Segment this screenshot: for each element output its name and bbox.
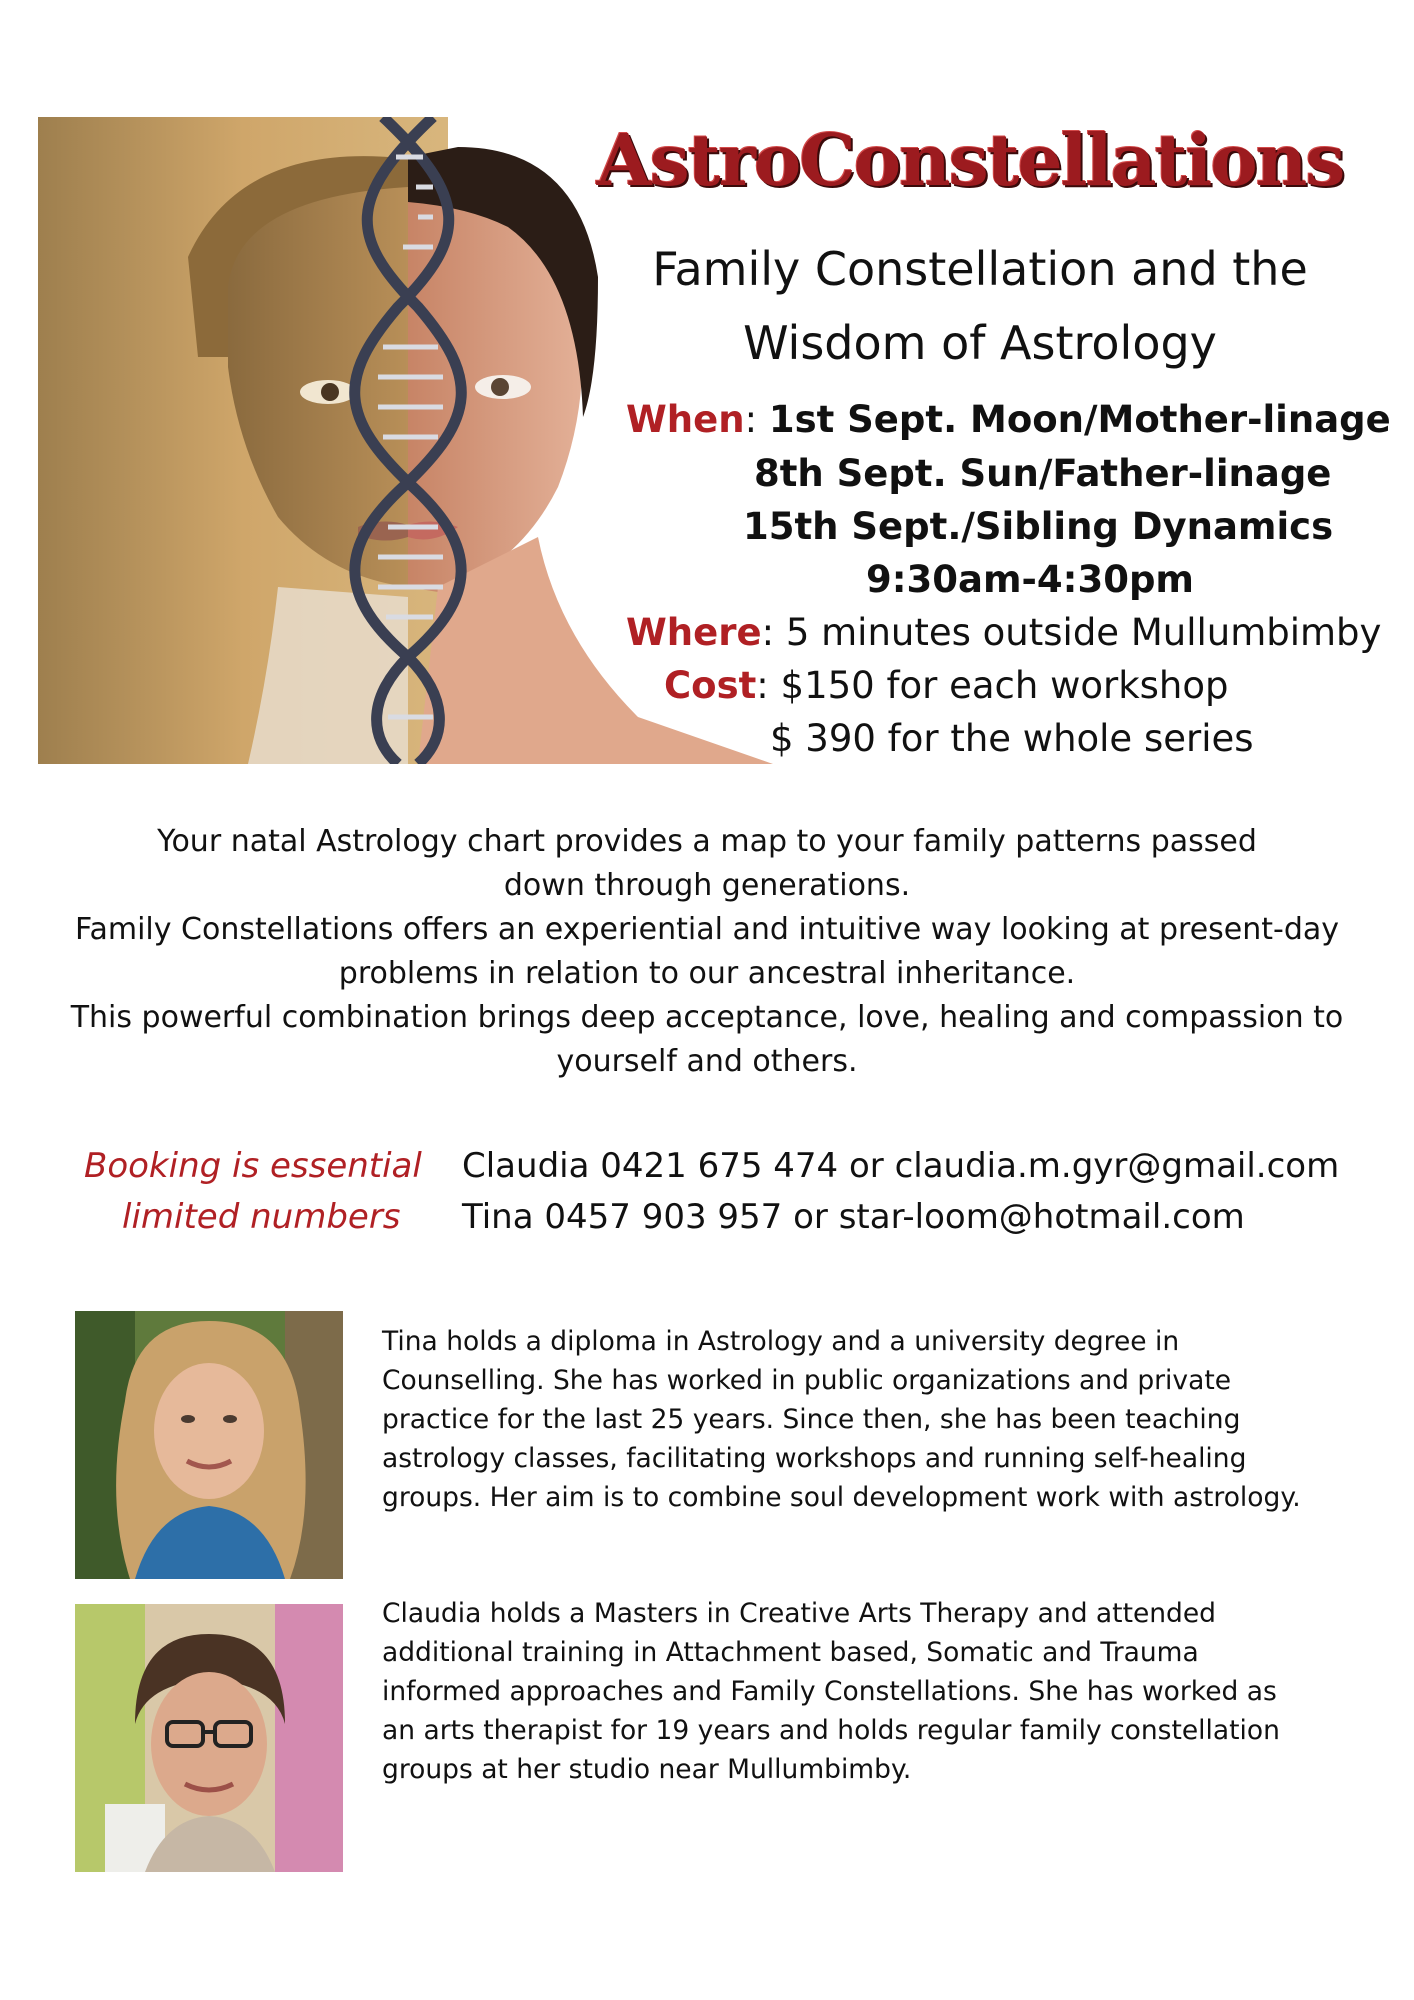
- intro-line: Your natal Astrology chart provides a map to your family patterns passed: [157, 824, 1257, 859]
- page-title: AstroConstellations: [596, 118, 1344, 202]
- bio-line: an arts therapist for 19 years and holds regular family constellation: [382, 1715, 1280, 1746]
- bio-line: additional training in Attachment based, Somatic and Trauma: [382, 1637, 1199, 1668]
- tina-photo: [75, 1311, 343, 1579]
- when-time: 9:30am-4:30pm: [866, 558, 1194, 601]
- when-date-1: 1st Sept. Moon/Mother-linage: [768, 398, 1391, 441]
- bio-line: Tina holds a diploma in Astrology and a university degree in: [382, 1326, 1180, 1357]
- when-label: When: [626, 398, 745, 441]
- bio-line: Counselling. She has worked in public organizations and private: [382, 1365, 1232, 1396]
- where-row: Where: 5 minutes outside Mullumbimby: [626, 611, 1382, 654]
- bio-line: groups at her studio near Mullumbimby.: [382, 1754, 912, 1785]
- subtitle-line-2: Wisdom of Astrology: [743, 316, 1217, 370]
- intro-line: This powerful combination brings deep acceptance, love, healing and compassion to: [70, 1000, 1344, 1035]
- where-label: Where: [626, 611, 762, 654]
- intro-line: yourself and others.: [556, 1044, 858, 1079]
- intro-text: [30, 820, 1384, 1084]
- contact-tina: Tina 0457 903 957 or star-loom@hotmail.com: [462, 1197, 1245, 1237]
- when-row: When: 1st Sept. Moon/Mother-linage: [626, 398, 1391, 441]
- cost-label: Cost: [664, 664, 757, 707]
- when-date-2: 8th Sept. Sun/Father-linage: [754, 452, 1332, 495]
- claudia-photo: [75, 1604, 343, 1872]
- bio-line: practice for the last 25 years. Since then, she has been teaching: [382, 1404, 1241, 1435]
- booking-essential: Booking is essential: [84, 1146, 422, 1186]
- claudia-bio: [382, 1594, 1342, 1789]
- cost-series: $ 390 for the whole series: [770, 717, 1254, 760]
- subtitle: [590, 232, 1370, 380]
- intro-line: problems in relation to our ancestral inheritance.: [338, 956, 1076, 991]
- subtitle-line-1: Family Constellation and the: [652, 242, 1308, 296]
- bio-line: astrology classes, facilitating workshops and running self-healing: [382, 1443, 1247, 1474]
- contact-claudia: Claudia 0421 675 474 or claudia.m.gyr@gmail.com: [462, 1146, 1340, 1186]
- intro-line: Family Constellations offers an experiential and intuitive way looking at present-day: [74, 912, 1340, 947]
- bio-line: groups. Her aim is to combine soul development work with astrology.: [382, 1482, 1301, 1513]
- intro-line: down through generations.: [503, 868, 911, 903]
- cost-each: $150 for each workshop: [780, 664, 1229, 707]
- booking-limited: limited numbers: [122, 1197, 401, 1237]
- bio-line: Claudia holds a Masters in Creative Arts Therapy and attended: [382, 1598, 1216, 1629]
- bio-line: informed approaches and Family Constellations. She has worked as: [382, 1676, 1277, 1707]
- where-value: 5 minutes outside Mullumbimby: [785, 611, 1382, 654]
- when-date-3: 15th Sept./Sibling Dynamics: [743, 505, 1334, 548]
- cost-row: Cost: $150 for each workshop: [664, 664, 1229, 707]
- tina-bio: [382, 1322, 1342, 1517]
